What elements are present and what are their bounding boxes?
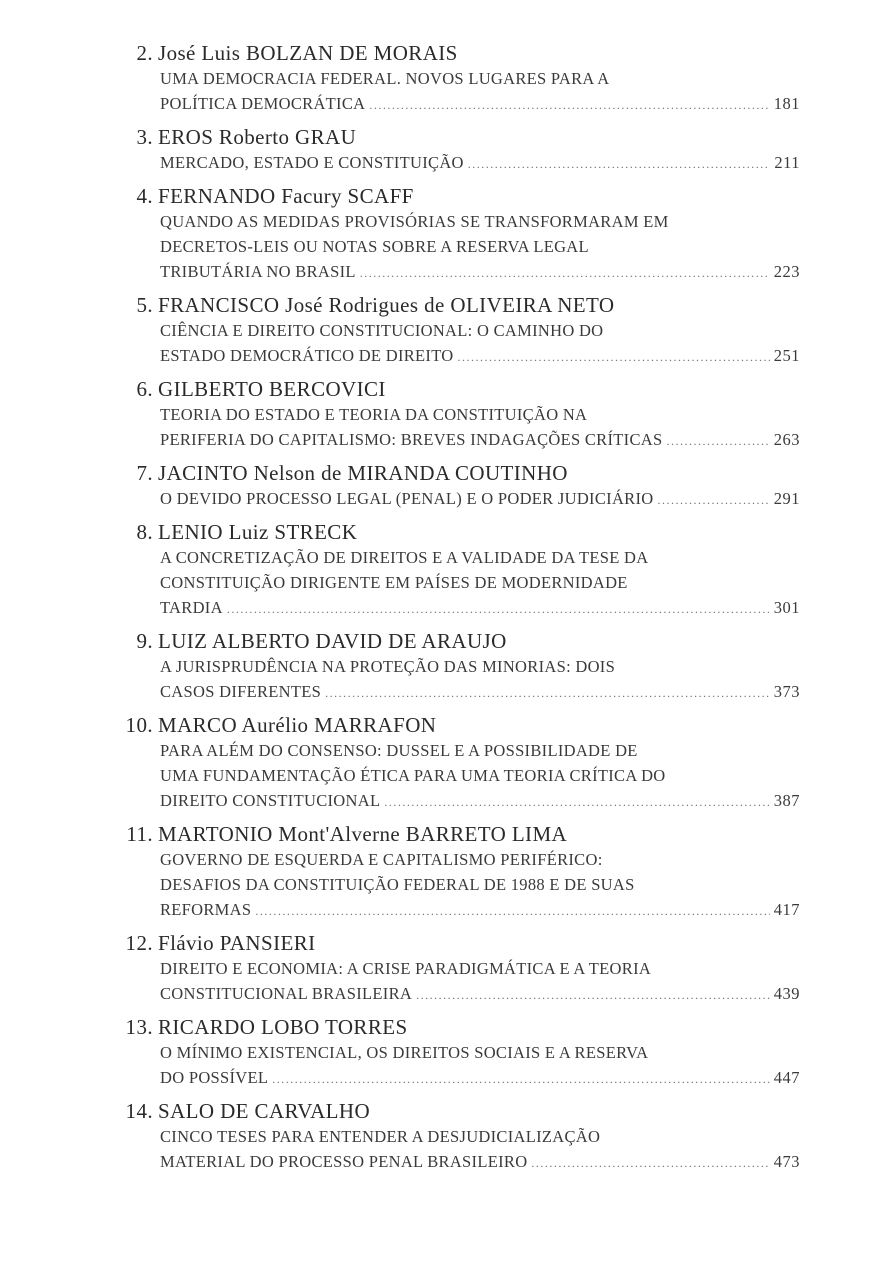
toc-entry-page-number: 291 — [773, 489, 800, 508]
dot-leader — [458, 345, 770, 370]
toc-entry-title-text: CASOS DIFERENTES — [160, 682, 322, 701]
dot-leader — [384, 790, 769, 815]
toc-entry-number: 3. — [136, 125, 153, 149]
toc-entry-author-line — [0, 628, 869, 654]
toc-entry-title-last-line — [0, 427, 869, 454]
toc-entry-title-line: A CONCRETIZAÇÃO DE DIREITOS E A VALIDADE DA TESE DA — [160, 548, 649, 567]
toc-entry-title-line: UMA DEMOCRACIA FEDERAL. NOVOS LUGARES PARA A — [160, 69, 610, 88]
toc-entry-number: 11. — [126, 822, 153, 846]
dot-leader — [360, 261, 770, 286]
toc-entry-author-line — [0, 40, 869, 66]
toc-entry — [0, 292, 869, 370]
toc-entry-title-line: CIÊNCIA E DIREITO CONSTITUCIONAL: O CAMINHO DO — [160, 321, 604, 340]
toc-entry-title-last-line — [0, 679, 869, 706]
toc-entry-number: 2. — [136, 41, 153, 65]
toc-entry-title-line: UMA FUNDAMENTAÇÃO ÉTICA PARA UMA TEORIA CRÍTICA DO — [160, 766, 666, 785]
toc-entry-title-last-line — [0, 259, 869, 286]
toc-entry-author: LENIO Luiz STRECK — [158, 520, 358, 544]
toc-entry-title-line: O MÍNIMO EXISTENCIAL, OS DIREITOS SOCIAIS E A RESERVA — [160, 1043, 649, 1062]
toc-entry-author: RICARDO LOBO TORRES — [158, 1015, 408, 1039]
toc-entry-number: 7. — [136, 461, 153, 485]
toc-entry-author-line — [0, 376, 869, 402]
toc-entry-title-text: MERCADO, ESTADO E CONSTITUIÇÃO — [160, 153, 464, 172]
toc-entry-author-line — [0, 930, 869, 956]
toc-entry-title-text: DO POSSÍVEL — [160, 1068, 269, 1087]
dot-leader — [416, 983, 770, 1008]
toc-entry-page-number: 417 — [773, 900, 800, 919]
toc-entry — [0, 712, 869, 815]
toc-entry — [0, 821, 869, 924]
toc-entry-title-text: REFORMAS — [160, 900, 252, 919]
toc-entry-title-text: CONSTITUCIONAL BRASILEIRA — [160, 984, 413, 1003]
dot-leader — [272, 1067, 769, 1092]
toc-entry-page-number: 439 — [773, 984, 800, 1003]
toc-entry-author-line — [0, 292, 869, 318]
toc-entry-author: LUIZ ALBERTO DAVID DE ARAUJO — [158, 629, 507, 653]
toc-entry-author-line — [0, 460, 869, 486]
toc-entry-author-line — [0, 124, 869, 150]
toc-entry-author: EROS Roberto GRAU — [158, 125, 357, 149]
toc-entry-author: MARTONIO Mont'Alverne BARRETO LIMA — [158, 822, 568, 846]
toc-entry-title-line: GOVERNO DE ESQUERDA E CAPITALISMO PERIFÉRICO: — [160, 850, 603, 869]
dot-leader — [325, 681, 770, 706]
toc-entry-title-text: TRIBUTÁRIA NO BRASIL — [160, 262, 356, 281]
toc-entry-title-text: POLÍTICA DEMOCRÁTICA — [160, 94, 366, 113]
toc-entry-author: José Luis BOLZAN DE MORAIS — [158, 41, 458, 65]
toc-entry-page-number: 473 — [773, 1152, 800, 1171]
toc-entry-number: 5. — [136, 293, 153, 317]
toc-entry-page-number: 447 — [773, 1068, 800, 1087]
toc-entry-page-number: 181 — [773, 94, 800, 113]
toc-entry-title-text: DIREITO CONSTITUCIONAL — [160, 791, 381, 810]
toc-entry-title-text: PERIFERIA DO CAPITALISMO: BREVES INDAGAÇÕES CRÍTICAS — [160, 430, 663, 449]
toc-entry-title-line: PARA ALÉM DO CONSENSO: DUSSEL E A POSSIBILIDADE DE — [160, 741, 638, 760]
toc-entry-number: 9. — [136, 629, 153, 653]
dot-leader — [227, 597, 770, 622]
toc-entry-title-line: QUANDO AS MEDIDAS PROVISÓRIAS SE TRANSFORMARAM EM — [160, 212, 669, 231]
toc-entry-page-number: 211 — [774, 153, 800, 172]
table-of-contents — [0, 40, 869, 1182]
toc-entry-author: FERNANDO Facury SCAFF — [158, 184, 414, 208]
toc-entry-number: 13. — [125, 1015, 153, 1039]
toc-entry-number: 12. — [125, 931, 153, 955]
toc-entry-page-number: 301 — [773, 598, 800, 617]
toc-entry — [0, 519, 869, 622]
dot-leader — [369, 93, 769, 118]
toc-entry-title-text: ESTADO DEMOCRÁTICO DE DIREITO — [160, 346, 454, 365]
toc-entry — [0, 930, 869, 1008]
toc-entry-author: MARCO Aurélio MARRAFON — [158, 713, 437, 737]
toc-entry-title-text: O DEVIDO PROCESSO LEGAL (PENAL) E O PODER JUDICIÁRIO — [160, 489, 654, 508]
dot-leader — [666, 429, 769, 454]
toc-entry-number: 4. — [136, 184, 153, 208]
toc-entry-title-text: MATERIAL DO PROCESSO PENAL BRASILEIRO — [160, 1152, 528, 1171]
toc-entry-title-line: TEORIA DO ESTADO E TEORIA DA CONSTITUIÇÃO NA — [160, 405, 588, 424]
toc-entry-title-text: TARDIA — [160, 598, 223, 617]
toc-entry — [0, 124, 869, 177]
toc-entry-title-last-line — [0, 981, 869, 1008]
toc-entry-title-line: A JURISPRUDÊNCIA NA PROTEÇÃO DAS MINORIAS: DOIS — [160, 657, 616, 676]
toc-entry-author: Flávio PANSIERI — [158, 931, 316, 955]
toc-entry — [0, 460, 869, 513]
toc-entry-title-last-line — [0, 897, 869, 924]
toc-entry-author: SALO DE CARVALHO — [158, 1099, 371, 1123]
toc-entry-author: GILBERTO BERCOVICI — [158, 377, 386, 401]
toc-entry-title-last-line — [0, 1065, 869, 1092]
toc-entry-number: 8. — [136, 520, 153, 544]
toc-entry-title-last-line — [0, 486, 869, 513]
toc-entry — [0, 1014, 869, 1092]
toc-entry — [0, 628, 869, 706]
toc-entry-title-line: DIREITO E ECONOMIA: A CRISE PARADIGMÁTICA E A TEORIA — [160, 959, 652, 978]
toc-entry-page-number: 373 — [773, 682, 800, 701]
toc-entry-title-line: CONSTITUIÇÃO DIRIGENTE EM PAÍSES DE MODERNIDADE — [160, 573, 628, 592]
toc-entry-title-last-line — [0, 788, 869, 815]
toc-entry-title-last-line — [0, 150, 869, 177]
toc-entry — [0, 1098, 869, 1176]
toc-entry-author: JACINTO Nelson de MIRANDA COUTINHO — [158, 461, 568, 485]
toc-entry-author-line — [0, 1098, 869, 1124]
toc-entry-page-number: 251 — [773, 346, 800, 365]
toc-entry-author-line — [0, 519, 869, 545]
toc-entry-page-number: 223 — [773, 262, 800, 281]
toc-entry-title-last-line — [0, 343, 869, 370]
toc-entry-author-line — [0, 821, 869, 847]
toc-entry — [0, 40, 869, 118]
toc-entry — [0, 183, 869, 286]
toc-entry-number: 6. — [136, 377, 153, 401]
toc-entry-author: FRANCISCO José Rodrigues de OLIVEIRA NETO — [158, 293, 615, 317]
toc-entry-title-last-line — [0, 1149, 869, 1176]
toc-entry-title-line: DESAFIOS DA CONSTITUIÇÃO FEDERAL DE 1988 E DE SUAS — [160, 875, 635, 894]
toc-entry-author-line — [0, 712, 869, 738]
toc-entry — [0, 376, 869, 454]
dot-leader — [255, 899, 769, 924]
toc-entry-page-number: 387 — [773, 791, 800, 810]
toc-entry-page-number: 263 — [773, 430, 800, 449]
toc-entry-list — [0, 40, 869, 1176]
dot-leader — [468, 152, 771, 177]
dot-leader — [531, 1151, 769, 1176]
toc-entry-number: 10. — [125, 713, 153, 737]
dot-leader — [657, 488, 769, 513]
toc-entry-title-line: CINCO TESES PARA ENTENDER A DESJUDICIALIZAÇÃO — [160, 1127, 601, 1146]
toc-entry-author-line — [0, 1014, 869, 1040]
toc-entry-title-line: DECRETOS-LEIS OU NOTAS SOBRE A RESERVA LEGAL — [160, 237, 589, 256]
toc-entry-title-last-line — [0, 595, 869, 622]
toc-entry-number: 14. — [125, 1099, 153, 1123]
toc-entry-title-last-line — [0, 91, 869, 118]
toc-entry-author-line — [0, 183, 869, 209]
